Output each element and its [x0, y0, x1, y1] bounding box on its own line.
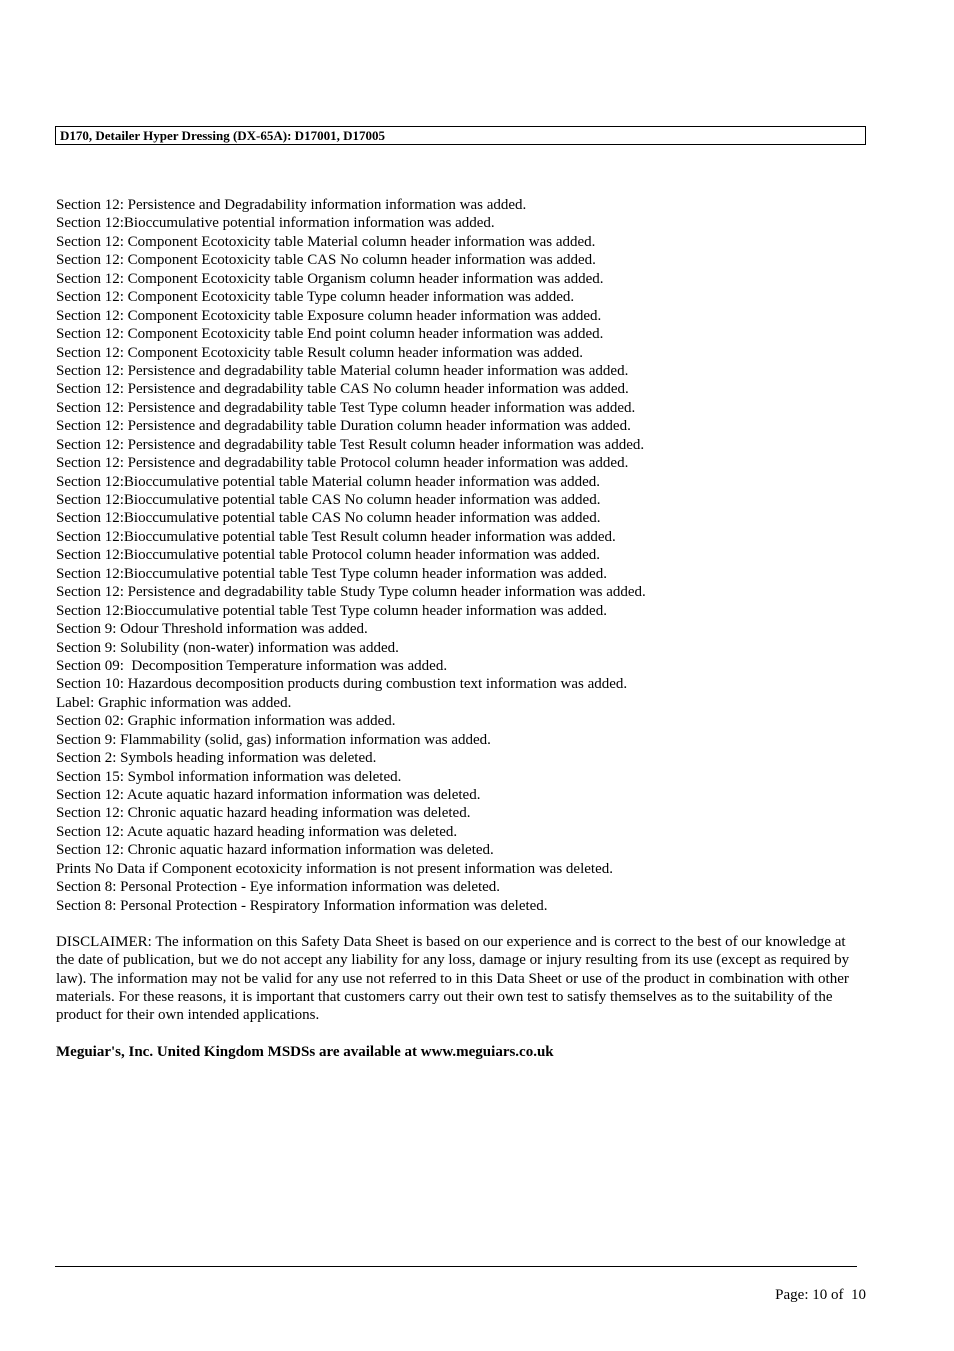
revision-item: Section 12:Bioccumulative potential table Test Type column header information was added. — [56, 565, 607, 582]
document-header — [55, 126, 866, 145]
revision-item: Section 9: Solubility (non-water) information was added. — [56, 639, 399, 656]
revision-item: Section 12: Acute aquatic hazard heading information was deleted. — [56, 823, 458, 840]
revision-item: Section 12:Bioccumulative potential information information was added. — [56, 215, 495, 232]
revision-item: Section 8: Personal Protection - Eye information information was deleted. — [56, 879, 501, 896]
revision-item: Section 12: Chronic aquatic hazard heading information was deleted. — [56, 805, 471, 822]
revision-item: Prints No Data if Component ecotoxicity information is not present information was deleted. — [56, 860, 613, 877]
revision-item: Section 9: Flammability (solid, gas) information information was added. — [56, 731, 491, 748]
revision-item: Section 12: Component Ecotoxicity table CAS No column header information was added. — [56, 252, 596, 269]
revision-item: Section 8: Personal Protection - Respiratory Information information was deleted. — [56, 897, 548, 914]
footer-divider — [55, 1266, 857, 1267]
revision-item: Section 15: Symbol information information was deleted. — [56, 768, 402, 785]
revision-item: Section 12: Component Ecotoxicity table Exposure column header information was added. — [56, 307, 602, 324]
revision-item: Section 12: Persistence and degradability table CAS No column header information was added. — [56, 381, 629, 398]
revision-item: Section 9: Odour Threshold information was added. — [56, 621, 368, 638]
revision-item: Section 09: Decomposition Temperature information was added. — [56, 657, 448, 674]
revision-item: Section 12:Bioccumulative potential table Protocol column header information was added. — [56, 547, 601, 564]
revision-item: Section 12: Component Ecotoxicity table Result column header information was added. — [56, 344, 583, 361]
revision-item: Section 2: Symbols heading information was deleted. — [56, 750, 377, 767]
revision-item: Section 12:Bioccumulative potential table Material column header information was added. — [56, 473, 600, 490]
disclaimer-text: DISCLAIMER: The information on this Safety Data Sheet is based on our experience and is correct to the best of our knowledge at the date of publication, but we do not accept any liability for any loss, damage or injury resulting from its use (except as required by law). The information may not be valid for any use not referred to in this Data Sheet or use of the product in combination with other materials. For these reasons, it is important that customers carry out their own test to satisfy themselves as to the suitability of the product for their own intended applications. — [56, 934, 850, 1024]
revision-item: Section 12: Acute aquatic hazard information information was deleted. — [56, 787, 481, 803]
revision-item: Section 10: Hazardous decomposition products during combustion text information was added. — [56, 676, 628, 693]
revision-item: Section 12:Bioccumulative potential table Test Result column header information was added. — [56, 528, 616, 545]
revision-item: Label: Graphic information was added. — [56, 694, 292, 711]
revision-item: Section 12: Component Ecotoxicity table Material column header information was added. — [56, 233, 596, 250]
document-title: D170, Detailer Hyper Dressing (DX-65A): D17001, D17005 — [60, 128, 385, 143]
msds-availability-note: Meguiar's, Inc. United Kingdom MSDSs are available at www.meguiars.co.uk — [56, 1044, 554, 1060]
revision-item: Section 12: Persistence and degradability table Study Type column header information was added. — [56, 584, 646, 601]
revision-item: Section 12: Persistence and degradability table Material column header information was added. — [56, 362, 629, 379]
revision-item: Section 12: Persistence and Degradability information information was added. — [56, 197, 527, 213]
page-number: Page: 10 of 10 — [775, 1287, 866, 1303]
revision-item: Section 12: Component Ecotoxicity table End point column header information was added. — [56, 326, 604, 343]
revision-item: Section 12: Chronic aquatic hazard information information was deleted. — [56, 842, 494, 859]
revision-item: Section 12: Persistence and degradability table Test Result column header information was added. — [56, 436, 645, 453]
revision-list — [56, 196, 876, 915]
revision-item: Section 12:Bioccumulative potential table Test Type column header information was added. — [56, 602, 607, 619]
revision-item: Section 12: Component Ecotoxicity table Organism column header information was added. — [56, 270, 604, 287]
revision-item: Section 12:Bioccumulative potential table CAS No column header information was added. — [56, 492, 601, 508]
revision-item: Section 02: Graphic information information was added. — [56, 713, 396, 730]
revision-item: Section 12:Bioccumulative potential table CAS No column header information was added. — [56, 510, 601, 527]
revision-item: Section 12: Persistence and degradability table Protocol column header information was added. — [56, 455, 629, 472]
revision-item: Section 12: Persistence and degradability table Test Type column header information was added. — [56, 399, 636, 416]
revision-item: Section 12: Component Ecotoxicity table Type column header information was added. — [56, 289, 575, 306]
revision-item: Section 12: Persistence and degradability table Duration column header information was added. — [56, 418, 631, 435]
